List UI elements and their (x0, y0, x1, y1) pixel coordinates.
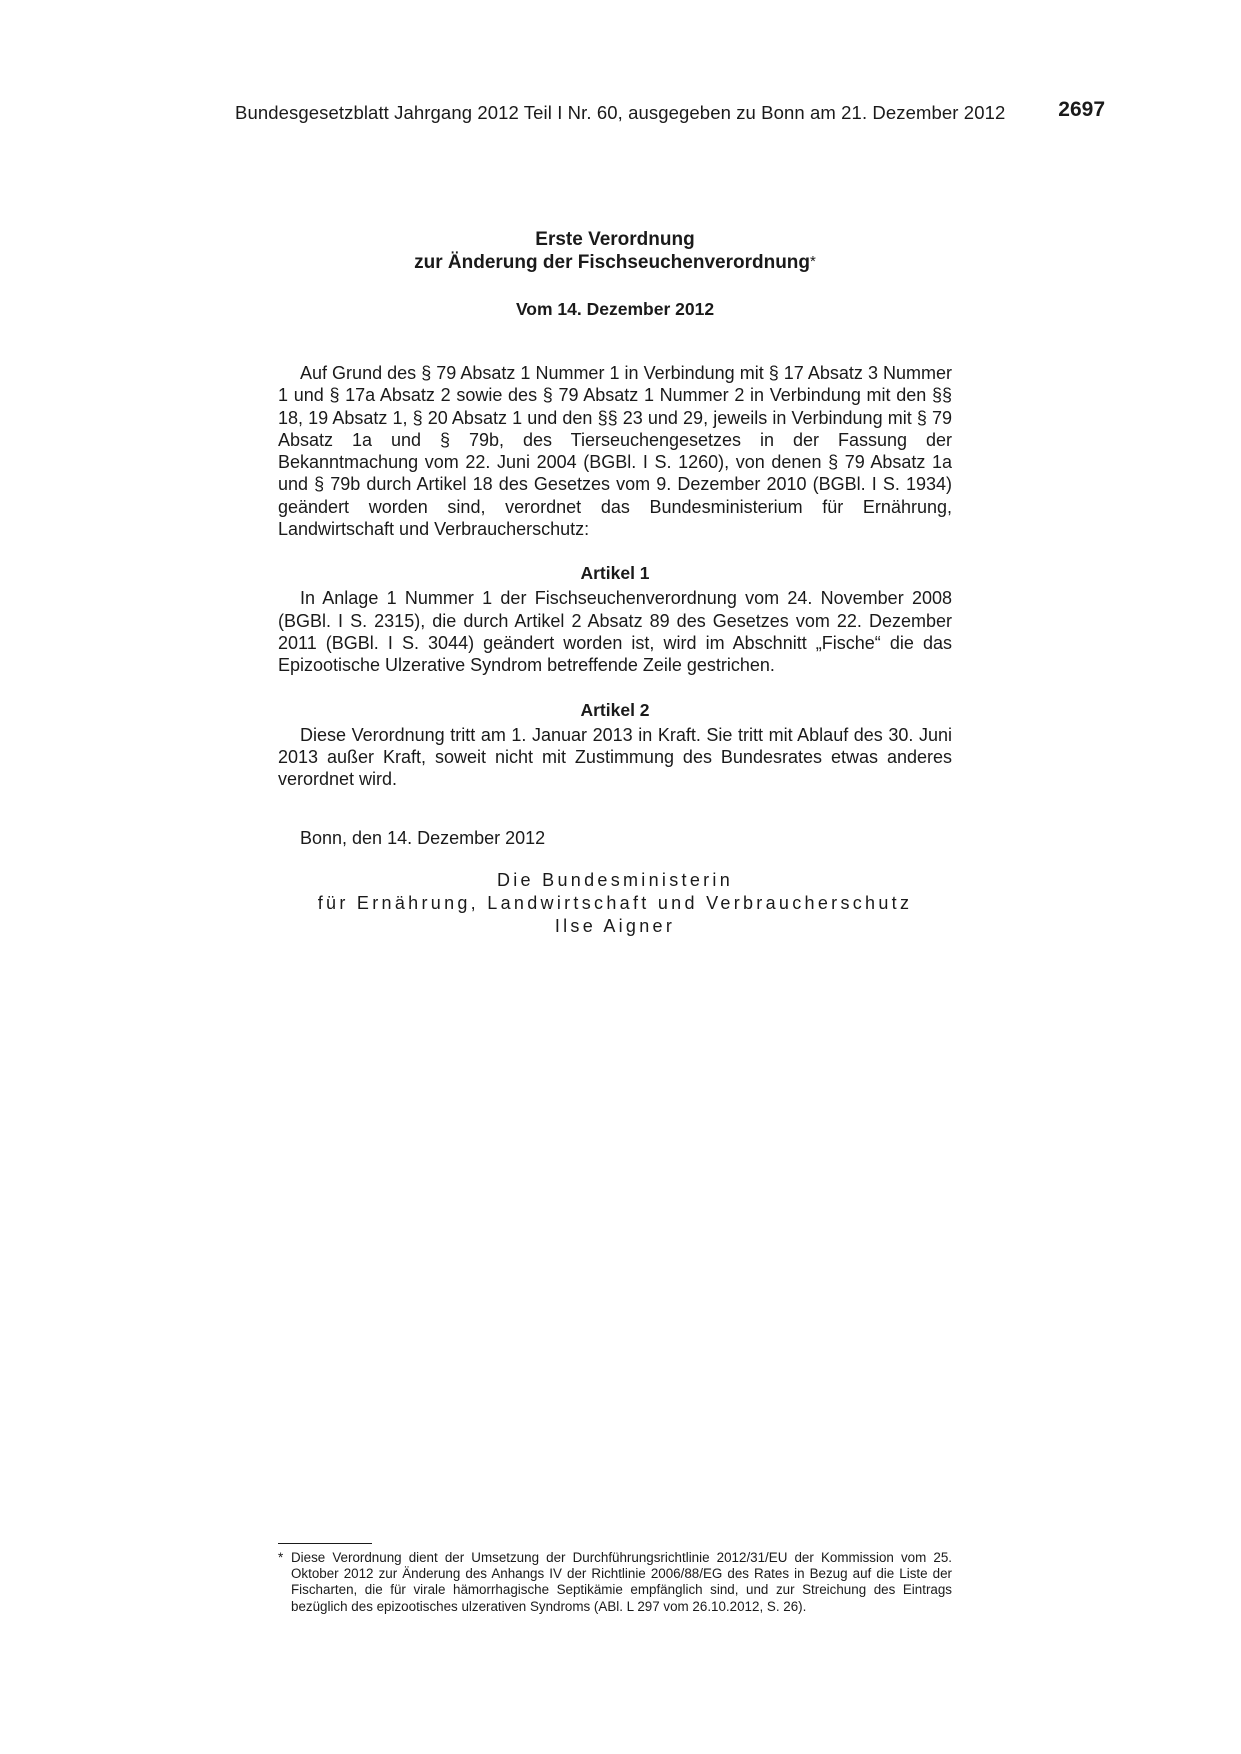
article-2-text: Diese Verordnung tritt am 1. Januar 2013 in Kraft. Sie tritt mit Ablauf des 30. Juni 2013 außer Kraft, soweit nicht mit Zustimmung des Bundesrates etwas anderes verordnet wird. (278, 724, 952, 790)
signature-ministry: für Ernährung, Landwirtschaft und Verbraucherschutz (317, 893, 913, 914)
running-header (235, 98, 1105, 128)
preamble-paragraph: Auf Grund des § 79 Absatz 1 Nummer 1 in Verbindung mit § 17 Absatz 3 Nummer 1 und § 17a Absatz 2 sowie des § 79 Absatz 1 Nummer 2 in Verbindung mit den §§ 18, 19 Absatz 1, § 20 Absatz 1 und den §§ 23 und 29, jeweils in Verbindung mit § 79 Absatz 1a und § 79b, des Tierseuchengesetzes in der Fassung der Bekanntmachung vom 22. Juni 2004 (BGBl. I S. 1260), von denen § 79 Absatz 1a und § 79b durch Artikel 18 des Gesetzes vom 9. Dezember 2010 (BGBl. I S. 1934) geändert worden sind, verordnet das Bundesministerium für Ernährung, Landwirtschaft und Verbraucherschutz: (278, 363, 952, 540)
document-body (278, 228, 952, 938)
place-and-date: Bonn, den 14. Dezember 2012 (300, 828, 546, 849)
signature-title: Die Bundesministerin (496, 870, 734, 891)
title-line-1: Erste Verordnung (535, 229, 695, 250)
title-footnote-marker: * (810, 253, 816, 270)
page-number: 2697 (1058, 98, 1105, 121)
article-2-heading: Artikel 2 (580, 699, 650, 720)
gazette-issue-line: Bundesgesetzblatt Jahrgang 2012 Teil I Nr. 60, ausgegeben zu Bonn am 21. Dezember 2012 (235, 102, 1006, 123)
title-line-2: zur Änderung der Fischseuchenverordnung (414, 252, 811, 273)
document-title (278, 228, 952, 274)
article-1-heading: Artikel 1 (580, 563, 650, 584)
footnote (278, 1550, 952, 1615)
footnote-text: Diese Verordnung dient der Umsetzung der Durchführungsrichtlinie 2012/31/EU der Kommission vom 25. Oktober 2012 zur Änderung des Anhangs IV der Richtlinie 2006/88/EG des Rates in Bezug auf die Liste der Fischarten, die für virale hämorrhagische Septikämie empfänglich sind, und zur Streichung des Eintrags bezüglich des epizootisches ulzerativen Syndroms (ABl. L 297 vom 26.10.2012, S. 26). (291, 1550, 952, 1614)
footnote-marker: * (278, 1550, 284, 1565)
issue-date: Vom 14. Dezember 2012 (515, 299, 715, 319)
article-1-text: In Anlage 1 Nummer 1 der Fischseuchenverordnung vom 24. November 2008 (BGBl. I S. 2315), die durch Artikel 2 Absatz 89 des Gesetzes vom 22. Dezember 2011 (BGBl. I S. 3044) geändert worden ist, wird im Abschnitt „Fische“ die das Epizootische Ulzerative Syndrom betreffende Zeile gestrichen. (278, 588, 952, 676)
signature-block (278, 869, 952, 938)
footnote-divider (278, 1543, 372, 1544)
signature-name: Ilse Aigner (554, 916, 676, 937)
